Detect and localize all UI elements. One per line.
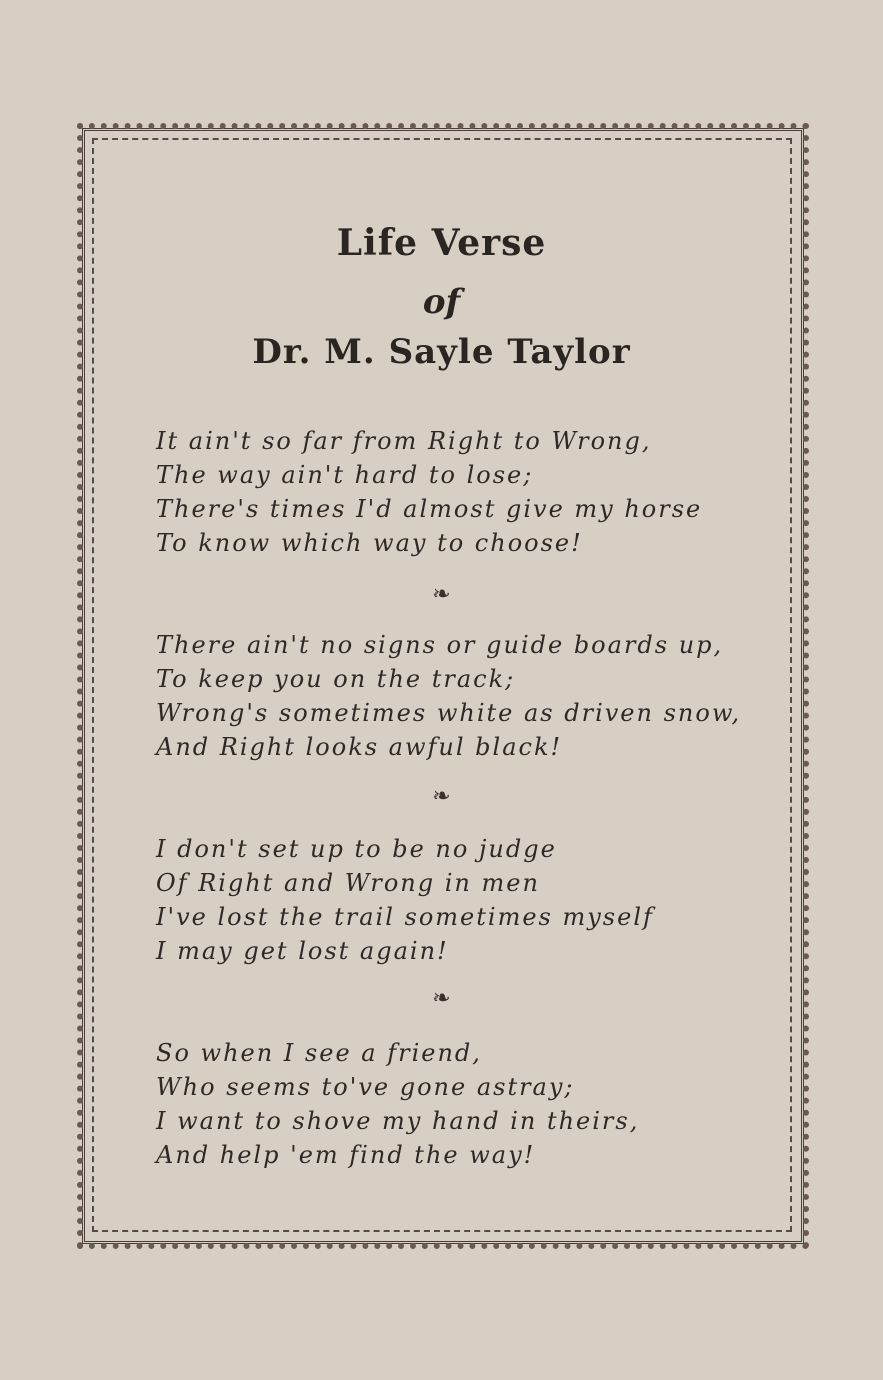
verse-line: I don't set up to be no judge [156, 835, 557, 863]
verse-line: To keep you on the track; [156, 665, 516, 693]
verse-line: Of Right and Wrong in men [156, 869, 540, 897]
stanza-1 [156, 424, 702, 560]
verse-line: And help 'em find the way! [156, 1141, 536, 1169]
verse-line: And Right looks awful black! [156, 733, 563, 761]
verse-line: Wrong's sometimes white as driven snow, [156, 699, 742, 727]
fleuron-icon: ❧ [432, 582, 451, 607]
verse-line: The way ain't hard to lose; [156, 461, 534, 489]
title-line-3: Dr. M. Sayle Taylor [252, 332, 631, 372]
fleuron-icon: ❧ [432, 784, 451, 809]
verse-line: There ain't no signs or guide boards up, [156, 631, 724, 659]
stanza-3 [156, 832, 654, 968]
fleuron-icon: ❧ [432, 986, 451, 1011]
title-line-1: Life Verse [336, 222, 547, 264]
verse-line: There's times I'd almost give my horse [156, 495, 703, 523]
stanza-4 [156, 1036, 639, 1172]
title-line-2: of [422, 282, 461, 322]
verse-line: I may get lost again! [156, 937, 449, 965]
verse-line: I've lost the trail sometimes myself [156, 903, 654, 931]
stanza-2 [156, 628, 741, 764]
verse-line: To know which way to choose! [156, 529, 583, 557]
verse-line: Who seems to've gone astray; [156, 1073, 575, 1101]
verse-line: I want to shove my hand in theirs, [156, 1107, 640, 1135]
verse-line: So when I see a friend, [156, 1039, 482, 1067]
verse-line: It ain't so far from Right to Wrong, [156, 427, 652, 455]
